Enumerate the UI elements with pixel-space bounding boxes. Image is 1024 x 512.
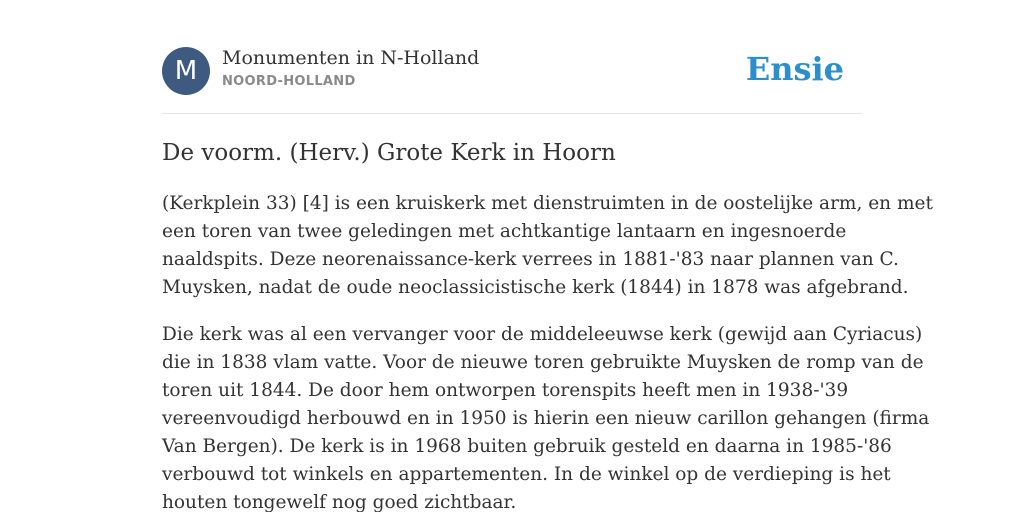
paragraph-line: die in 1838 vlam vatte. Voor de nieuwe toren gebruikte Muysken de romp van de — [162, 352, 924, 373]
paragraph-line: vereenvoudigd herbouwd en in 1950 is hierin een nieuw carillon gehangen (firma — [162, 408, 930, 429]
paragraph-line: een toren van twee geledingen met achtkantige lantaarn en ingesnoerde — [162, 221, 847, 242]
paragraph-line: Van Bergen). De kerk is in 1968 buiten gebruik gesteld en daarna in 1985-'86 — [162, 436, 892, 457]
article-paragraph-1 — [162, 190, 933, 302]
brand-logo[interactable]: Ensie — [745, 50, 844, 88]
site-subtitle[interactable]: NOORD-HOLLAND — [222, 74, 356, 89]
paragraph-line: verbouwd tot winkels en appartementen. In de winkel op de verdieping is het — [162, 464, 891, 485]
header — [162, 0, 862, 114]
paragraph-line: Muysken, nadat de oude neoclassicistische kerk (1844) in 1878 was afgebrand. — [162, 277, 909, 298]
paragraph-line: Die kerk was al een vervanger voor de middeleeuwse kerk (gewijd aan Cyriacus) — [162, 324, 923, 345]
paragraph-line: naaldspits. Deze neorenaissance-kerk verrees in 1881-'83 naar plannen van C. — [162, 249, 899, 270]
paragraph-line: houten tongewelf nog goed zichtbaar. — [162, 492, 517, 512]
site-title[interactable]: Monumenten in N-Holland — [222, 47, 480, 69]
article-paragraph-2 — [162, 321, 930, 512]
page — [162, 0, 933, 512]
article-title: De voorm. (Herv.) Grote Kerk in Hoorn — [162, 140, 616, 166]
paragraph-line: toren uit 1844. De door hem ontworpen torenspits heeft men in 1938-'39 — [162, 380, 849, 401]
paragraph-line: (Kerkplein 33) [4] is een kruiskerk met dienstruimten in de oostelijke arm, en met — [162, 193, 933, 214]
avatar[interactable]: M — [162, 47, 210, 95]
